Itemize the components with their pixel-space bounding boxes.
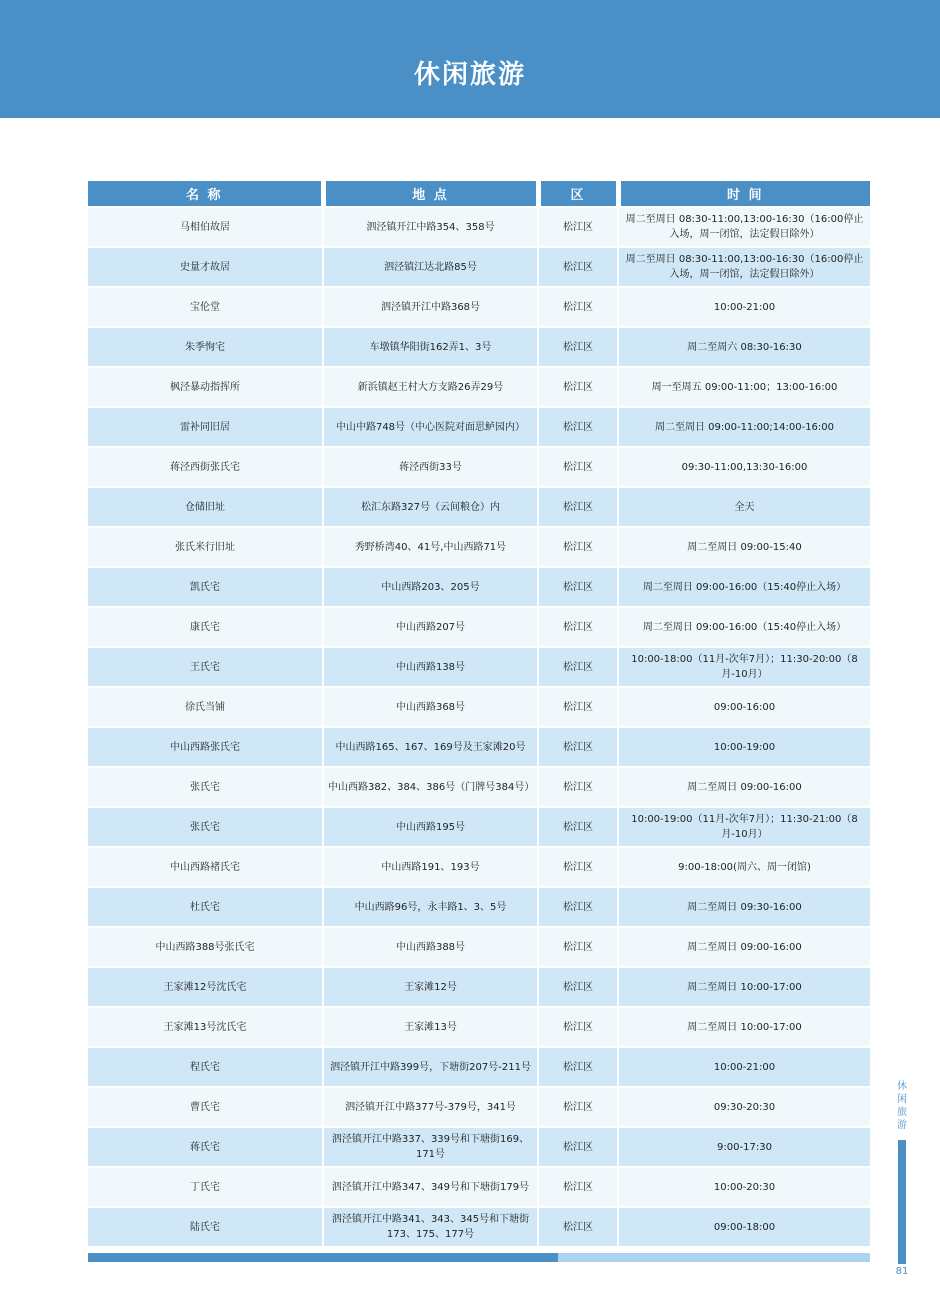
- cell-location: 松汇东路327号（云间粮仓）内: [323, 487, 538, 527]
- cell-hours: 周二至周六 08:30-16:30: [618, 327, 870, 367]
- column-header-hours: 时 间: [618, 181, 870, 207]
- table-row: [88, 327, 870, 367]
- cell-district: 松江区: [538, 967, 618, 1007]
- cell-location: 中山西路388号: [323, 927, 538, 967]
- cell-hours: 周二至周日 09:00-15:40: [618, 527, 870, 567]
- table-row: [88, 1087, 870, 1127]
- cell-name: 陆氏宅: [88, 1207, 323, 1246]
- table-row: [88, 687, 870, 727]
- cell-district: 松江区: [538, 647, 618, 687]
- sidebar-section-label: 休闲旅游: [897, 1081, 907, 1131]
- cell-location: 中山西路96号，永丰路1、3、5号: [323, 887, 538, 927]
- cell-district: 松江区: [538, 447, 618, 487]
- cell-district: 松江区: [538, 367, 618, 407]
- cell-hours: 09:00-16:00: [618, 687, 870, 727]
- cell-hours: 周二至周日 08:30-11:00,13:00-16:30（16:00停止入场，周一闭馆，法定假日除外）: [618, 207, 870, 247]
- cell-location: 中山西路203、205号: [323, 567, 538, 607]
- cell-name: 凯氏宅: [88, 567, 323, 607]
- cell-name: 中山西路388号张氏宅: [88, 927, 323, 967]
- cell-district: 松江区: [538, 767, 618, 807]
- table-row: [88, 967, 870, 1007]
- cell-district: 松江区: [538, 327, 618, 367]
- cell-location: 泗泾镇开江中路399号，下塘街207号-211号: [323, 1047, 538, 1087]
- cell-district: 松江区: [538, 807, 618, 847]
- cell-location: 车墩镇华阳街162弄1、3号: [323, 327, 538, 367]
- cell-hours: 10:00-19:00（11月-次年7月）；11:30-21:00（8月-10月）: [618, 807, 870, 847]
- cell-name: 枫泾暴动指挥所: [88, 367, 323, 407]
- cell-hours: 周二至周日 09:00-11:00;14:00-16:00: [618, 407, 870, 447]
- cell-name: 丁氏宅: [88, 1167, 323, 1207]
- cell-district: 松江区: [538, 847, 618, 887]
- cell-district: 松江区: [538, 407, 618, 447]
- table-row: [88, 367, 870, 407]
- cell-name: 张氏宅: [88, 807, 323, 847]
- cell-hours: 10:00-21:00: [618, 287, 870, 327]
- cell-name: 张氏米行旧址: [88, 527, 323, 567]
- cell-name: 王家滩12号沈氏宅: [88, 967, 323, 1007]
- cell-name: 雷补同旧居: [88, 407, 323, 447]
- table-row: [88, 447, 870, 487]
- cell-location: 王家滩12号: [323, 967, 538, 1007]
- cell-name: 杜氏宅: [88, 887, 323, 927]
- cell-hours: 周二至周日 09:00-16:00（15:40停止入场）: [618, 607, 870, 647]
- cell-name: 王家滩13号沈氏宅: [88, 1007, 323, 1047]
- cell-name: 蒋泾西街张氏宅: [88, 447, 323, 487]
- table-row: [88, 1127, 870, 1167]
- cell-district: 松江区: [538, 1007, 618, 1047]
- cell-name: 马相伯故居: [88, 207, 323, 247]
- cell-hours: 10:00-18:00（11月-次年7月）；11:30-20:00（8月-10月）: [618, 647, 870, 687]
- cell-location: 中山西路382、384、386号（门牌号384号）: [323, 767, 538, 807]
- table-row: [88, 407, 870, 447]
- cell-hours: 周二至周日 08:30-11:00,13:00-16:30（16:00停止入场，周一闭馆，法定假日除外）: [618, 247, 870, 287]
- cell-district: 松江区: [538, 1167, 618, 1207]
- table-body: [88, 207, 870, 1246]
- cell-name: 蒋氏宅: [88, 1127, 323, 1167]
- cell-hours: 10:00-19:00: [618, 727, 870, 767]
- bottom-accent-bar-light: [558, 1253, 870, 1262]
- cell-location: 泗泾镇开江中路341、343、345号和下塘街173、175、177号: [323, 1207, 538, 1246]
- attractions-table-container: [88, 181, 870, 1246]
- cell-location: 新浜镇赵王村大方支路26弄29号: [323, 367, 538, 407]
- cell-name: 徐氏当铺: [88, 687, 323, 727]
- cell-name: 王氏宅: [88, 647, 323, 687]
- table-row: [88, 647, 870, 687]
- table-row: [88, 287, 870, 327]
- cell-hours: 9:00-17:30: [618, 1127, 870, 1167]
- sidebar-accent-bar: [898, 1140, 906, 1264]
- cell-name: 程氏宅: [88, 1047, 323, 1087]
- cell-district: 松江区: [538, 727, 618, 767]
- page-title: 休闲旅游: [413, 60, 526, 90]
- page-number: 81: [895, 1266, 909, 1277]
- cell-location: 中山中路748号（中心医院对面思鲈园内）: [323, 407, 538, 447]
- table-row: [88, 1047, 870, 1087]
- cell-district: 松江区: [538, 247, 618, 287]
- cell-location: 中山西路207号: [323, 607, 538, 647]
- cell-hours: 周二至周日 10:00-17:00: [618, 967, 870, 1007]
- column-header-location: 地 点: [323, 181, 538, 207]
- cell-location: 中山西路138号: [323, 647, 538, 687]
- table-row: [88, 607, 870, 647]
- cell-district: 松江区: [538, 207, 618, 247]
- table-row: [88, 727, 870, 767]
- cell-name: 中山西路张氏宅: [88, 727, 323, 767]
- table-row: [88, 207, 870, 247]
- cell-location: 蒋泾西街33号: [323, 447, 538, 487]
- cell-hours: 09:30-11:00,13:30-16:00: [618, 447, 870, 487]
- column-header-name: 名 称: [88, 181, 323, 207]
- cell-name: 仓储旧址: [88, 487, 323, 527]
- cell-district: 松江区: [538, 567, 618, 607]
- cell-name: 中山西路褚氏宅: [88, 847, 323, 887]
- cell-district: 松江区: [538, 527, 618, 567]
- cell-hours: 9:00-18:00(周六、周一闭馆): [618, 847, 870, 887]
- cell-name: 史量才故居: [88, 247, 323, 287]
- cell-name: 张氏宅: [88, 767, 323, 807]
- table-header-row: [88, 181, 870, 207]
- cell-location: 泗泾镇开江中路368号: [323, 287, 538, 327]
- table-row: [88, 1167, 870, 1207]
- cell-hours: 周二至周日 09:00-16:00: [618, 927, 870, 967]
- cell-location: 中山西路195号: [323, 807, 538, 847]
- table-row: [88, 767, 870, 807]
- cell-hours: 周一至周五 09:00-11:00；13:00-16:00: [618, 367, 870, 407]
- cell-district: 松江区: [538, 887, 618, 927]
- cell-district: 松江区: [538, 1127, 618, 1167]
- table-row: [88, 1007, 870, 1047]
- cell-district: 松江区: [538, 607, 618, 647]
- cell-location: 中山西路368号: [323, 687, 538, 727]
- table-row: [88, 487, 870, 527]
- table-row: [88, 1207, 870, 1246]
- cell-location: 中山西路165、167、169号及王家滩20号: [323, 727, 538, 767]
- cell-name: 朱季恂宅: [88, 327, 323, 367]
- table-row: [88, 847, 870, 887]
- cell-hours: 10:00-20:30: [618, 1167, 870, 1207]
- cell-name: 宝伦堂: [88, 287, 323, 327]
- cell-district: 松江区: [538, 1087, 618, 1127]
- cell-location: 泗泾镇开江中路347、349号和下塘街179号: [323, 1167, 538, 1207]
- cell-district: 松江区: [538, 1207, 618, 1246]
- table-row: [88, 567, 870, 607]
- cell-hours: 周二至周日 09:00-16:00: [618, 767, 870, 807]
- cell-location: 秀野桥湾40、41号,中山西路71号: [323, 527, 538, 567]
- bottom-accent-bar: [88, 1253, 558, 1262]
- cell-hours: 09:30-20:30: [618, 1087, 870, 1127]
- cell-location: 王家滩13号: [323, 1007, 538, 1047]
- table-row: [88, 887, 870, 927]
- cell-location: 泗泾镇开江中路354、358号: [323, 207, 538, 247]
- cell-district: 松江区: [538, 287, 618, 327]
- cell-hours: 周二至周日 10:00-17:00: [618, 1007, 870, 1047]
- cell-hours: 全天: [618, 487, 870, 527]
- cell-hours: 周二至周日 09:30-16:00: [618, 887, 870, 927]
- cell-hours: 10:00-21:00: [618, 1047, 870, 1087]
- cell-location: 泗泾镇开江中路377号-379号，341号: [323, 1087, 538, 1127]
- column-header-district: 区: [538, 181, 618, 207]
- cell-location: 泗泾镇开江中路337、339号和下塘街169、171号: [323, 1127, 538, 1167]
- table-row: [88, 927, 870, 967]
- table-row: [88, 247, 870, 287]
- cell-hours: 周二至周日 09:00-16:00（15:40停止入场）: [618, 567, 870, 607]
- cell-district: 松江区: [538, 687, 618, 727]
- cell-location: 中山西路191、193号: [323, 847, 538, 887]
- table-row: [88, 527, 870, 567]
- cell-name: 曹氏宅: [88, 1087, 323, 1127]
- cell-hours: 09:00-18:00: [618, 1207, 870, 1246]
- cell-district: 松江区: [538, 1047, 618, 1087]
- table-row: [88, 807, 870, 847]
- cell-location: 泗泾镇江达北路85号: [323, 247, 538, 287]
- cell-district: 松江区: [538, 487, 618, 527]
- cell-name: 康氏宅: [88, 607, 323, 647]
- cell-district: 松江区: [538, 927, 618, 967]
- attractions-table: [88, 181, 870, 1246]
